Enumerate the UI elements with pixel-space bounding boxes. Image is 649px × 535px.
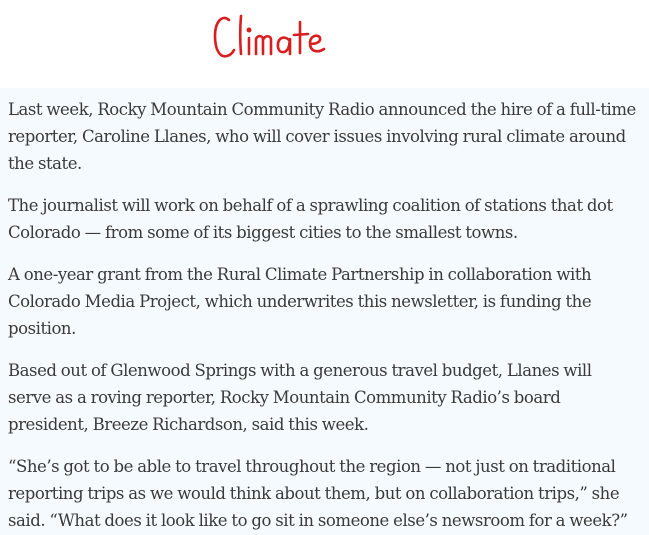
handwritten-title-climate: [212, 8, 342, 70]
article-paragraph-2: The journalist will work on behalf of a sprawling coalition of stations that dot Colorado — from some of its biggest cities to the smallest towns.: [8, 196, 613, 242]
article-paragraph-5: “She’s got to be able to travel throughout the region — not just on traditional reporting trips as we would think about them, but on collaboration trips,” she said. “What does it look like to go sit in someone else’s newsroom for a week?”: [8, 457, 628, 530]
article-paragraph-1: Last week, Rocky Mountain Community Radio announced the hire of a full-time reporter, Caroline Llanes, who will cover issues involving rural climate around the state.: [8, 100, 636, 173]
article-paragraph-4: Based out of Glenwood Springs with a generous travel budget, Llanes will serve as a roving reporter, Rocky Mountain Community Radio’s board president, Breeze Richardson, said this week.: [8, 361, 592, 434]
article-paragraph-3: A one-year grant from the Rural Climate Partnership in collaboration with Colorado Media Project, which underwrites this newsletter, is funding the position.: [8, 265, 592, 338]
handwritten-climate-drawing: [212, 8, 342, 70]
article-body: [0, 88, 649, 535]
